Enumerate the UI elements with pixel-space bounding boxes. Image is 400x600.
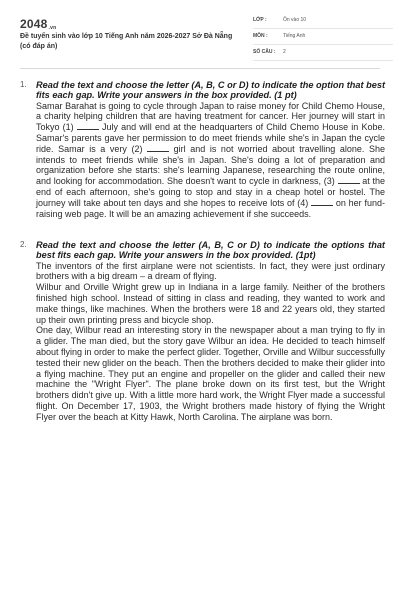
page-header — [0, 0, 400, 66]
passage-segment-5: on her fund-raising web page. It will be an amazing achievement if she succeeds. — [36, 197, 385, 219]
question-count-value: 2 — [283, 49, 286, 55]
question-number: 1. — [20, 80, 27, 89]
passage-paragraph: The inventors of the first airplane were not scientists. In fact, they were just ordinary brothers with a big dream – a dream of flying. — [36, 260, 385, 282]
document-title: Đề tuyển sinh vào lớp 10 Tiếng Anh năm 2026-2027 Sở Đà Nẵng (có đáp án) — [20, 33, 233, 50]
gap-3-blank[interactable] — [338, 176, 360, 184]
question-instruction: Read the text and choose the letter (A, B, C or D) to indicate the option that best fits each gap. Write your answers in the box provided. (1 pt) — [36, 80, 385, 101]
subject-label: MÔN : — [253, 33, 268, 39]
meta-row-count — [253, 49, 393, 61]
question-body — [36, 80, 385, 219]
question-count-label: SỐ CÂU : — [253, 49, 276, 55]
question-instruction: Read the text and choose the letter (A, B, C or D) to indicate the options that best fits each gap. Write your answers in the box provided. (1pt) — [36, 240, 385, 261]
question-number: 2. — [20, 240, 27, 249]
gap-2-blank[interactable] — [147, 144, 169, 152]
passage-segment-3: girl and is not worried about travelling alone. She intends to meet friends while she's in Japan. She's doing a lot of preparation and organization before she starts: she's learning Japanese, researching the route online, and looking for accommodation. She doesn't want to cycle in darkness, (3) — [36, 143, 385, 187]
passage-paragraph: Wilbur and Orville Wright grew up in Indiana in a large family. Neither of the brothers finished high school. Instead of sitting in class and reading, they wanted to work and make things, like machines. When the brothers were 18 and 22 years old, they started up their own printing press and bicycle shop. — [36, 282, 385, 325]
meta-row-subject — [253, 33, 393, 45]
passage-paragraph: One day, Wilbur read an interesting story in the newspaper about a man trying to fly in a glider. The man died, but the story gave Wilbur an idea. He decided to teach himself about flying in order to make the perfect glider. Together, Orville and Wilbur successfully tested their new glider on the beach. Then the brothers decided to make their glider into a flying machine. They put an engine and propeller on the glider and called their new machine the "Wright Flyer". The plane broke down on its first test, but the Wright brothers didn't give up. With a little more hard work, the Wright Flyer made a successful flight. On December 17, 1903, the Wright brothers made history of flying the Wright Flyer over the beach at Kitty Hawk, North Carolina. The airplane was born. — [36, 325, 386, 422]
passage-segment-1: Samar Barahat is going to cycle through Japan to raise money for Child Chemo House, a charity helping children that are having treatment for cancer. Her journey will start in Tokyo (1) — [36, 100, 385, 133]
passage-segment-2: July and will end at the headquarters of Child Chemo House in Kobe. Samar's parents gave her permission to do meet friends while she's in Japan the cycle ride. Samar is a very (2) — [36, 122, 385, 154]
header-divider — [20, 68, 380, 69]
subject-value: Tiếng Anh — [283, 33, 306, 39]
meta-row-class — [253, 17, 393, 29]
meta-info — [253, 17, 393, 65]
class-label: LỚP : — [253, 17, 267, 23]
question-body — [36, 240, 385, 423]
gap-1-blank[interactable] — [77, 122, 99, 130]
site-logo[interactable] — [20, 17, 56, 31]
logo-suffix: .vn — [48, 25, 57, 31]
logo-text: 2048 — [20, 17, 48, 31]
question-passage — [36, 101, 385, 220]
passage-segment-4: at the end of each afternoon, she's going to stop and stay in a cheap hotel or hostel. The journey will take about ten days and she hopes to receive lots of (4) — [36, 176, 385, 208]
class-value: Ôn vào 10 — [283, 17, 307, 23]
gap-4-blank[interactable] — [311, 198, 333, 206]
